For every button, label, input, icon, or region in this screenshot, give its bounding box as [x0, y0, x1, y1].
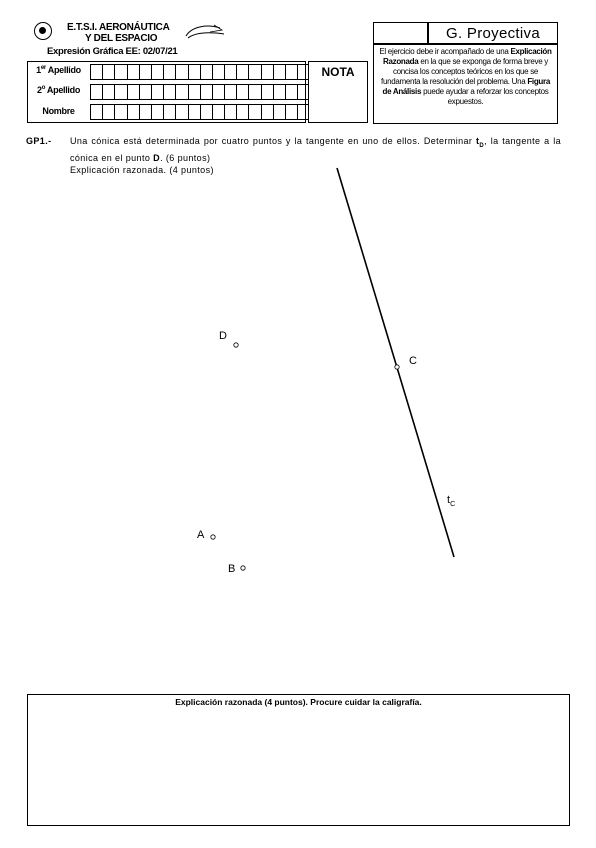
problem-number: GP1.- — [26, 136, 52, 146]
tangent-c-label: $t_C$ — [447, 494, 456, 509]
instructions-text: El ejercicio debe ir acompañado de una Explicación Razonada en la que se exponga de forma breve y concisa los conceptos teóricos en los que se fundamenta la resolución del problema. Una Figura de Análisis puede ayudar a reforzar los conceptos expuestos. — [379, 47, 552, 106]
point-d-marker — [234, 343, 238, 347]
subject-line: Expresión Gráfica EE: 02/07/21 — [47, 46, 178, 57]
school-name-line1: E.T.S.I. AERONÁUTICA — [67, 22, 170, 33]
tangent-line-c — [337, 168, 454, 557]
problem-text: Una cónica está determinada por cuatro puntos y la tangente en uno de ellos. Determinar $t_D$, la tangente a la cónica en el punto D. (6 puntos) — [70, 136, 561, 163]
field-label-2: 2$^o$ Apellido — [36, 85, 81, 95]
explanation-area[interactable] — [27, 694, 570, 826]
problem-line2: Explicación razonada. (4 puntos) — [70, 164, 214, 175]
point-a-label: A — [197, 529, 205, 541]
school-name-line2: Y DEL ESPACIO — [85, 33, 158, 44]
point-d-label: D — [219, 330, 227, 342]
field-label-1: 1er Apellido — [36, 65, 81, 75]
point-b-label: B — [228, 563, 236, 575]
exam-title: G. Proyectiva — [446, 25, 540, 42]
point-a-marker — [211, 535, 215, 539]
point-b-marker — [241, 566, 245, 570]
point-c-marker — [395, 365, 399, 369]
grade-label: NOTA — [321, 65, 355, 79]
field-label-3: Nombre — [42, 106, 75, 116]
point-c-label: C — [409, 355, 417, 367]
explanation-title: Explicación razonada (4 puntos). Procure cuidar la caligrafía. — [175, 697, 422, 707]
